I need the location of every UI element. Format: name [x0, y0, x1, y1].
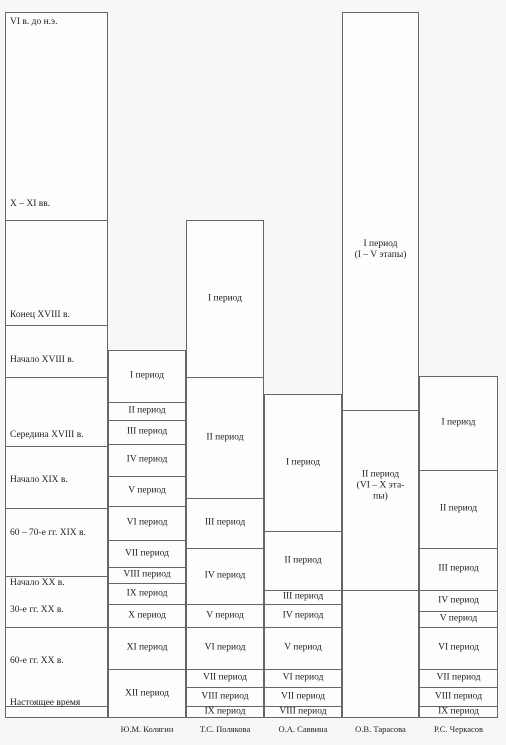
- period-label: I период (I – V этапы): [354, 239, 407, 260]
- period-divider: [264, 627, 342, 628]
- timeline-divider: [5, 220, 108, 221]
- period-label: I период: [208, 293, 242, 303]
- period-divider: [264, 604, 342, 605]
- period-label: XII период: [124, 688, 169, 698]
- period-label: II период: [128, 405, 166, 416]
- period-label: VIII период: [201, 691, 249, 701]
- period-label: II период: [439, 503, 478, 514]
- timeline-label: 60-е гг. XX в.: [10, 656, 64, 666]
- period-label: VII период: [202, 672, 247, 683]
- period-label: VIII период: [123, 569, 171, 580]
- period-label: VIII период: [434, 691, 483, 701]
- period-label: V период: [439, 613, 478, 624]
- author-label: Р.С. Черкасов: [433, 724, 484, 734]
- timeline-label: Начало XIX в.: [10, 475, 68, 485]
- period-divider: [419, 590, 498, 591]
- period-label: V период: [206, 610, 244, 620]
- period-divider: [108, 540, 186, 541]
- period-divider: [186, 604, 264, 605]
- timeline-label: Настоящее время: [10, 698, 81, 708]
- period-divider: [108, 669, 186, 670]
- period-label: IX период: [204, 706, 246, 717]
- period-label: III период: [438, 563, 479, 574]
- period-divider: [108, 476, 186, 477]
- period-label: III период: [282, 591, 324, 602]
- period-label: VI период: [282, 672, 324, 683]
- timeline-label: 60 – 70-е гг. XIX в.: [10, 528, 86, 538]
- period-label: VI период: [438, 642, 479, 653]
- period-label: IV период: [438, 595, 479, 605]
- period-label: VII период: [124, 548, 169, 558]
- timeline-label: VI в. до н.э.: [10, 17, 58, 27]
- period-label: IV период: [126, 454, 168, 465]
- author-label: О.В. Тарасова: [355, 724, 406, 734]
- period-divider: [108, 444, 186, 445]
- timeline-divider: [5, 377, 108, 378]
- period-divider: [264, 669, 342, 670]
- timeline-divider: [5, 576, 108, 577]
- period-label: II период (VI – X эта- пы): [356, 469, 405, 502]
- period-divider: [419, 627, 498, 628]
- period-divider: [264, 531, 342, 532]
- period-divider: [419, 669, 498, 670]
- period-label: IX период: [438, 706, 479, 717]
- period-label: V период: [128, 485, 166, 496]
- period-label: III период: [126, 426, 168, 437]
- period-label: X период: [128, 610, 166, 620]
- period-label: IV период: [282, 610, 324, 620]
- period-divider: [108, 420, 186, 421]
- period-label: II период: [284, 555, 322, 565]
- period-label: V период: [284, 642, 322, 653]
- period-divider: [186, 687, 264, 688]
- period-divider: [108, 627, 186, 628]
- timeline-divider: [5, 508, 108, 509]
- author-label: Ю.М. Колягин: [120, 724, 174, 734]
- author-label: О.А. Саввина: [278, 724, 328, 734]
- period-label: VIII период: [279, 706, 327, 717]
- period-divider: [419, 548, 498, 549]
- period-divider: [419, 611, 498, 612]
- period-label: IX период: [126, 588, 168, 598]
- timeline-label: Конец XVIII в.: [10, 310, 70, 320]
- period-divider: [108, 604, 186, 605]
- period-label: I период: [441, 417, 476, 428]
- period-label: VI период: [204, 642, 246, 653]
- timeline-divider: [5, 325, 108, 326]
- period-divider: [108, 506, 186, 507]
- period-divider: [108, 567, 186, 568]
- timeline-divider: [5, 446, 108, 447]
- period-label: XI период: [126, 642, 168, 653]
- column-end-line: [342, 590, 419, 591]
- period-divider: [186, 377, 264, 378]
- period-label: III период: [204, 517, 246, 528]
- period-divider: [264, 687, 342, 688]
- period-label: IV период: [204, 570, 246, 581]
- period-label: II период: [206, 432, 244, 442]
- period-divider: [108, 583, 186, 584]
- period-label: VII период: [280, 691, 325, 701]
- period-divider: [342, 410, 419, 411]
- period-divider: [186, 548, 264, 549]
- timeline-divider: [5, 627, 108, 628]
- timeline-label: Середина XVIII в.: [10, 430, 84, 440]
- period-label: VII период: [436, 672, 481, 683]
- period-divider: [108, 402, 186, 403]
- period-divider: [419, 687, 498, 688]
- author-column: [342, 12, 419, 718]
- period-label: VI период: [126, 517, 168, 528]
- timeline-label: X – XI вв.: [10, 199, 51, 209]
- period-divider: [186, 498, 264, 499]
- period-divider: [186, 627, 264, 628]
- period-divider: [186, 669, 264, 670]
- period-divider: [419, 470, 498, 471]
- timeline-label: Начало XX в.: [10, 578, 65, 588]
- author-label: Т.С. Полякова: [199, 724, 251, 734]
- timeline-label: Начало XVIII в.: [10, 355, 75, 365]
- timeline-label: 30-е гг. XX в.: [10, 605, 64, 615]
- period-label: I период: [130, 370, 164, 381]
- period-label: I период: [286, 457, 320, 467]
